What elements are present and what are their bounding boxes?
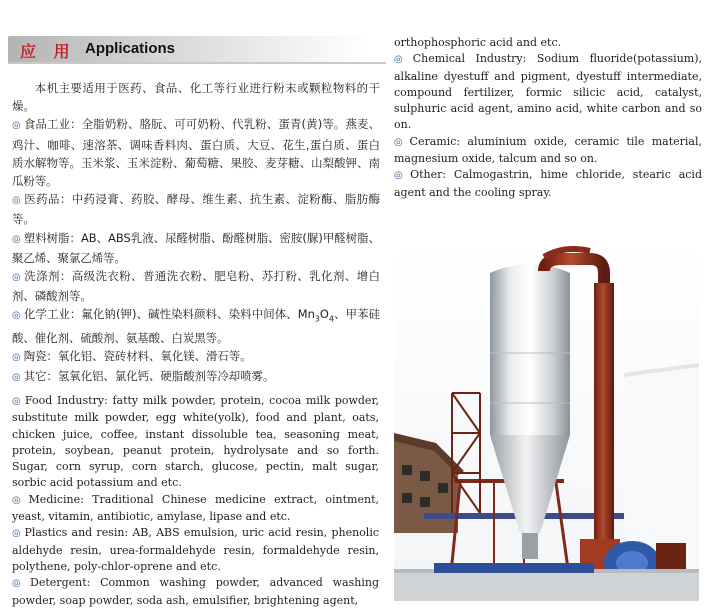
zh-item-other: ◎ 其它：氢氧化铝、氯化钙、硬脂酸剂等冷却喷雾。 [12, 369, 275, 384]
zh-item-chemical: ◎ 化学工业：氟化钠(钾)、碱性染料颜料、染料中间体、$Mn_3O_4$、甲苯硅酸、催化剂、硫酸剂、氨基酸、白炭黑等。 [12, 307, 380, 345]
en-item-medicine: ◎ Medicine: Traditional Chinese medicine extract, ointment, yeast, vitamin, antibiotic, amylase, lipase and etc. [12, 492, 379, 524]
english-text-right [394, 35, 702, 201]
spray-dryer-photo [394, 243, 699, 601]
en-item-detergent: ◎ Detergent: Common washing powder, advanced washing powder, soap powder, soda ash, emulsifier, brightening agent, [12, 576, 379, 607]
zh-item-ceramic: ◎ 陶瓷：氧化铝、瓷砖材料、氧化镁、滑石等。 [12, 349, 252, 364]
bullet-icon: ◎ [394, 136, 407, 148]
zh-intro: 本机主要适用于医药、食品、化工等行业进行粉末或颗粒物料的干燥。 [12, 81, 380, 114]
header-underline [8, 62, 386, 64]
en-item-food: ◎ Food Industry: fatty milk powder, protein, cocoa milk powder, substitute milk powder, egg white(yolk), food and plant, oats, chicken juice, coffee, instant dissoluble tea, seasoning meat, protein, soybean, peanut protein, hydrolysate and so forth. Sugar, corn syrup, corn starch, glucose, pectin, malt sugar, sorbic acid potassium and etc. [12, 394, 379, 490]
bullet-icon: ◎ [12, 233, 21, 245]
header-title-en: Applications [85, 40, 176, 57]
bullet-icon: ◎ [394, 54, 410, 66]
en-item-plastics: ◎ Plastics and resin: AB, ABS emulsion, uric acid resin, phenolic aldehyde resin, urea-formaldehyde resin, formaldehyde resin, polythene, poly-chlor-oprene and etc. [12, 526, 379, 573]
zh-item-detergent: ◎ 洗涤剂：高级洗衣粉、普通洗衣粉、肥皂粉、苏打粉、乳化剂、增白剂、磷酸剂等。 [12, 269, 380, 304]
bullet-icon: ◎ [12, 396, 22, 407]
bullet-icon: ◎ [394, 170, 408, 182]
section-header [8, 36, 386, 62]
chinese-text-block [12, 79, 380, 388]
en-item-chemical: ◎ Chemical Industry: Sodium fluoride(potassium), alkaline dyestuff and pigment, dyestuff intermediate, compound fertilizer, formic silicic acid, catalyst, sulphuric acid agent, amino acid, white carbon and so on. [394, 52, 702, 132]
zh-item-food: ◎ 食品工业：全脂奶粉、胳朊、可可奶粉、代乳粉、蛋青(黄)等。燕麦、鸡汁、咖啡、速溶茶、调味香料肉、蛋白质、大豆、花生,蛋白质、蛋白质水解物等。玉米浆、玉米淀粉、葡萄糖、果胶、麦芽糖、山梨酸钾、南瓜粉等。 [12, 117, 380, 189]
bullet-icon: ◎ [12, 120, 21, 132]
bullet-icon: ◎ [12, 272, 22, 284]
en-item-other: ◎ Other: Calmogastrin, hime chloride, stearic acid agent and the cooling spray. [394, 168, 702, 199]
zh-item-medicine: ◎ 医药品：中药浸膏、药胶、酵母、维生素、抗生素、淀粉酶、脂肪酶等。 [12, 192, 380, 227]
en-detergent-continued: orthophosphoric acid and etc. [394, 36, 562, 49]
en-item-ceramic: ◎ Ceramic: aluminium oxide, ceramic tile material, magnesium oxide, talcum and so on. [394, 134, 702, 166]
english-text-left [12, 393, 379, 609]
header-title-zh: 应 用 [20, 42, 76, 61]
bullet-icon: ◎ [12, 528, 22, 540]
bullet-icon: ◎ [12, 195, 22, 207]
zh-item-plastics: ◎ 塑料树脂：AB、ABS乳液、尿醛树脂、酚醛树脂、密胺(脲)甲醛树脂、聚乙烯、聚氯乙烯等。 [12, 230, 380, 265]
bullet-icon: ◎ [12, 352, 21, 364]
bullet-icon: ◎ [12, 494, 26, 506]
bullet-icon: ◎ [12, 310, 21, 322]
bullet-icon: ◎ [12, 372, 21, 384]
bullet-icon: ◎ [12, 578, 28, 590]
